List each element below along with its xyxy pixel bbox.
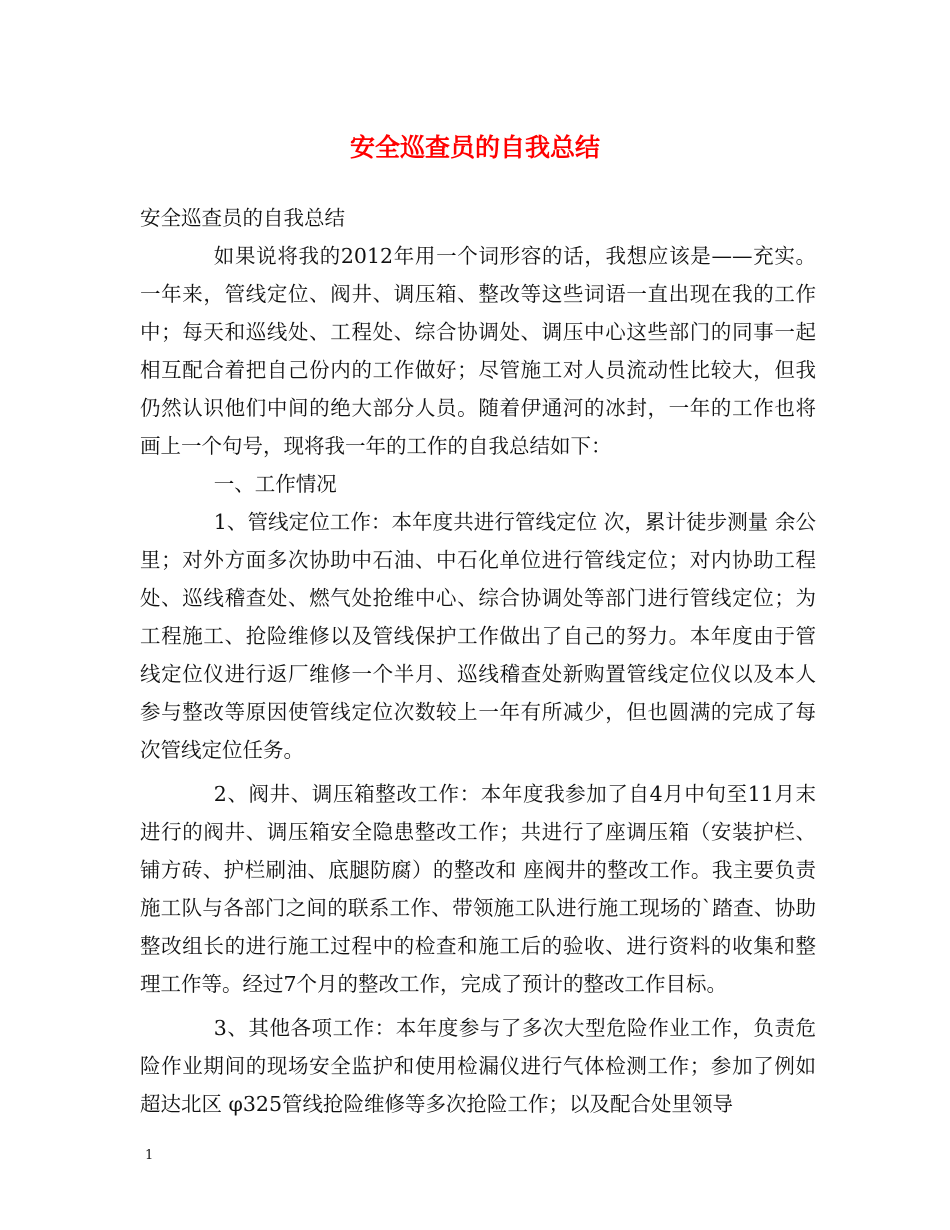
paragraph-intro: 如果说将我的2012年用一个词形容的话，我想应该是——充实。一年来，管线定位、阀井、调压箱、整改等这些词语一直出现在我的工作中；每天和巡线处、工程处、综合协调处、调压中心这些部门的同事一起相互配合着把自己份内的工作做好；尽管施工对人员流动性比较大，但我仍然认识他们中间的绝大部分人员。随着伊通河的冰封，一年的工作也将画上一个句号，现将我一年的工作的自我总结如下： (140, 244, 816, 458)
paragraph-valve-regulator: 2、阀井、调压箱整改工作：本年度我参加了自4月中旬至11月末进行的阀井、调压箱安全隐患整改工作；共进行了座调压箱（安装护栏、铺方砖、护栏刷油、底腿防腐）的整改和 座阀井的整改工作。我主要负责施工队与各部门之间的联系工作、带领施工队进行施工现场的`踏查、协助整改组长的进行施工过程中的检查和施工后的验收、进行资料的收集和整理工作等。经过7个月的整改工作，完成了预计的整改工作目标。 (140, 782, 816, 996)
paragraph-other-work: 3、其他各项工作：本年度参与了多次大型危险作业工作，负责危险作业期间的现场安全监护和使用检漏仪进行气体检测工作；参加了例如超达北区 φ325管线抢险维修等多次抢险工作；以及配合处里领导 (140, 1016, 816, 1116)
section-heading-work-situation: 一、工作情况 (213, 472, 337, 496)
document-body (140, 199, 816, 1123)
page-number: 1 (145, 1148, 154, 1163)
paragraph-pipeline-location: 1、管线定位工作：本年度共进行管线定位 次，累计徒步测量 余公里；对外方面多次协助中石油、中石化单位进行管线定位；对内协助工程处、巡线稽查处、燃气处抢维中心、综合协调处等部门进行管线定位；为工程施工、抢险维修以及管线保护工作做出了自己的努力。本年度由于管线定位仪进行返厂维修一个半月、巡线稽查处新购置管线定位仪以及本人参与整改等原因使管线定位次数较上一年有所减少，但也圆满的完成了每次管线定位任务。 (140, 510, 816, 762)
document-subtitle: 安全巡查员的自我总结 (140, 206, 345, 230)
document-title: 安全巡查员的自我总结 (349, 133, 600, 162)
